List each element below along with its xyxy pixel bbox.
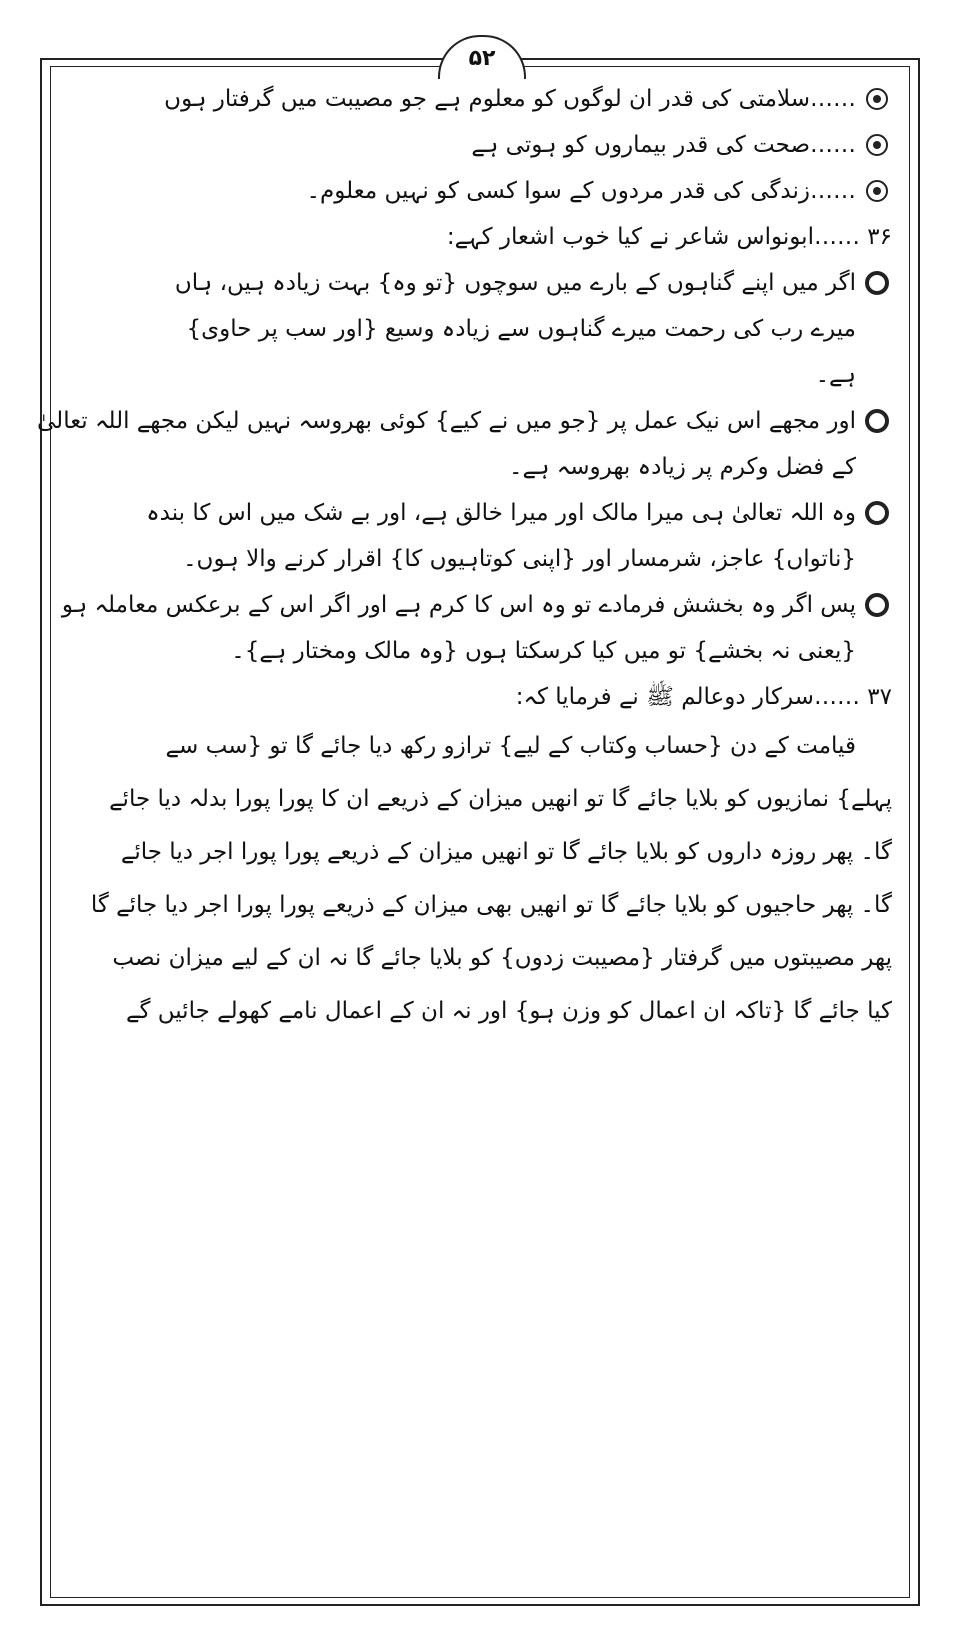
ring-bullet-icon <box>865 593 889 617</box>
bullet-item <box>62 76 898 122</box>
verse-line: کے فضل وکرم پر زیادہ بھروسہ ہے۔ <box>509 454 856 480</box>
verse-line: اگر میں اپنے گناہوں کے بارے میں سوچوں {تو وہ} بہت زیادہ ہیں، ہاں <box>174 270 856 296</box>
paragraph-line: گا۔ پھر روزہ داروں کو بلایا جائے گا تو انھیں میزان کے ذریعے پورا پورا اجر دیا جائے <box>120 839 892 865</box>
paragraph-line: پہلے} نمازیوں کو بلایا جائے گا تو انھیں میزان کے ذریعے ان کا پورا پورا بدلہ دیا جائے <box>109 786 892 812</box>
item-36-heading: ۳۶ ……ابونواس شاعر نے کیا خوب اشعار کہے: <box>446 224 892 250</box>
bullet-text: ……سلامتی کی قدر ان لوگوں کو معلوم ہے جو مصیبت میں گرفتار ہوں <box>164 86 856 112</box>
verse-line: {یعنی نہ بخشے} تو میں کیا کرسکتا ہوں {وہ مالک ومختار ہے}۔ <box>231 638 856 664</box>
item-37-heading: ۳۷ ……سرکار دوعالم ﷺ نے فرمایا کہ: <box>515 684 892 710</box>
verse-item <box>62 490 898 582</box>
bullet-text: ……زندگی کی قدر مردوں کے سوا کسی کو نہیں معلوم۔ <box>306 178 856 204</box>
verse-line: وہ اللہ تعالیٰ ہی میرا مالک اور میرا خالق ہے، اور بے شک میں اس کا بندہ <box>146 500 856 526</box>
verse-line: پس اگر وہ بخشش فرمادے تو وہ اس کا کرم ہے اور اگر اس کے برعکس معاملہ ہو <box>61 592 856 618</box>
target-bullet-icon <box>866 180 888 202</box>
ring-bullet-icon <box>865 271 889 295</box>
bullet-item <box>62 168 898 214</box>
verse-line: اور مجھے اس نیک عمل پر {جو میں نے کیے} کوئی بھروسہ نہیں لیکن مجھے اللہ تعالیٰ <box>37 408 856 434</box>
target-bullet-icon <box>866 88 888 110</box>
verse-line: ہے۔ <box>815 362 856 388</box>
verse-line: {ناتواں} عاجز، شرمسار اور {اپنی کوتاہیوں کا} اقرار کرنے والا ہوں۔ <box>183 546 856 572</box>
page-number: ۵۲ <box>438 35 526 79</box>
ring-bullet-icon <box>865 409 889 433</box>
paragraph-line: پھر مصیبتوں میں گرفتار {مصیبت زدوں} کو بلایا جائے گا نہ ان کے لیے میزان نصب <box>112 945 892 971</box>
paragraph-line: کیا جائے گا {تاکہ ان اعمال کو وزن ہو} اور نہ ان کے اعمال نامے کھولے جائیں گے <box>126 998 892 1024</box>
verse-line: میرے رب کی رحمت میرے گناہوں سے زیادہ وسیع {اور سب پر حاوی} <box>186 316 856 342</box>
paragraph-line: گا۔ پھر حاجیوں کو بلایا جائے گا تو انھیں بھی میزان کے ذریعے پورا پورا اجر دیا جائے گا <box>90 892 892 918</box>
verse-item <box>62 582 898 674</box>
page-content <box>37 76 898 1038</box>
bullet-text: ……صحت کی قدر بیماروں کو ہوتی ہے <box>471 132 856 158</box>
verse-item <box>62 260 898 398</box>
bullet-item <box>62 122 898 168</box>
paragraph-line: قیامت کے دن {حساب وکتاب کے لیے} ترازو رکھ دیا جائے گا تو {سب سے <box>165 733 856 759</box>
verse-item <box>37 398 898 490</box>
target-bullet-icon <box>866 134 888 156</box>
hadith-paragraph <box>62 720 898 1038</box>
ring-bullet-icon <box>865 501 889 525</box>
